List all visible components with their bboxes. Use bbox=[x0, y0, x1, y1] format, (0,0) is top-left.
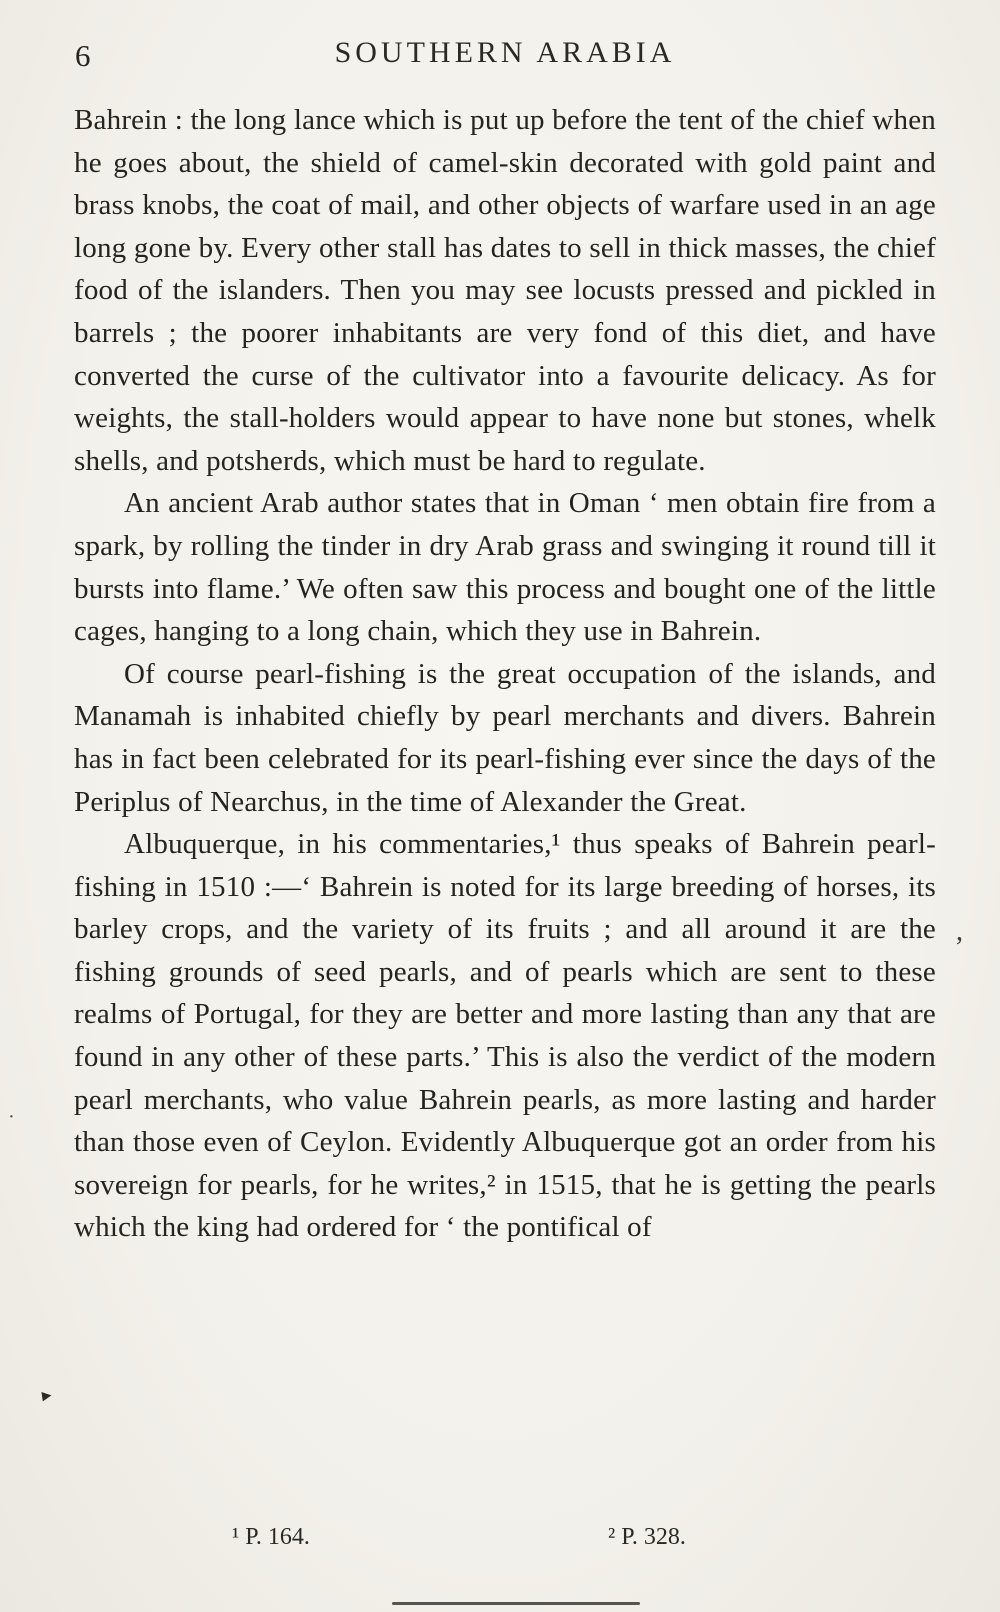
scan-artifact-left-dot: · bbox=[8, 1106, 15, 1128]
scan-artifact-bottom-line bbox=[392, 1602, 640, 1605]
page-header bbox=[75, 36, 935, 80]
paragraph-pearl-fishing: Of course pearl-fishing is the great occupation of the islands, and Manamah is inhabited chiefly by pearl merchants and divers. Bahrein has in fact been celebrated for its pearl-fishing ever since the days of the Periplus of Nearchus, in the time of Alexander the Great. bbox=[74, 657, 936, 818]
paragraph-bazaar-description: Bahrein : the long lance which is put up before the tent of the chief when he goes about, the shield of camel-skin decorated with gold paint and brass knobs, the coat of mail, and other objects of warfare used in an age long gone by. Every other stall has dates to sell in thick masses, the chief food of the islanders. Then you may see locusts pressed and pickled in barrels ; the poorer inhabitants are very fond of this diet, and have converted the curse of the cultivator into a favourite delicacy. As for weights, the stall-holders would appear to have none but stones, whelk shells, and potsherds, which must be hard to regulate. bbox=[74, 104, 936, 477]
page-number: 6 bbox=[75, 38, 91, 73]
body-text bbox=[74, 99, 936, 1249]
footnotes bbox=[0, 1524, 1000, 1560]
paragraph-fire-from-spark: An ancient Arab author states that in Oman ‘ men obtain fire from a spark, by rolling the tinder in dry Arab grass and swinging it round till it bursts into flame.’ We often saw this process and bought one of the little cages, hanging to a long chain, which they use in Bahrein. bbox=[74, 487, 936, 648]
footnote-1: ¹ P. 164. bbox=[232, 1524, 310, 1550]
scan-artifact-left-arrow: ▸ bbox=[40, 1384, 53, 1407]
paragraph-albuquerque: Albuquerque, in his commentaries,¹ thus speaks of Bahrein pearl-fishing in 1510 :—‘ Bahrein is noted for its large breeding of horses, its barley crops, and the variety of its fruits ; and all around it are the fishing grounds of seed pearls, and of pearls which are sent to these realms of Portugal, for they are better and more lasting than any that are found in any other of these parts.’ This is also the verdict of the modern pearl merchants, who value Bahrein pearls, as more lasting and harder than those even of Ceylon. Evidently Albuquerque got an order from his sovereign for pearls, for he writes,² in 1515, that he is getting the pearls which the king had ordered for ‘ the pontifical of bbox=[74, 828, 936, 1244]
scan-artifact-right-comma: , bbox=[956, 916, 963, 947]
running-head-title: SOUTHERN ARABIA bbox=[334, 36, 676, 69]
footnote-2: ² P. 328. bbox=[608, 1524, 686, 1550]
